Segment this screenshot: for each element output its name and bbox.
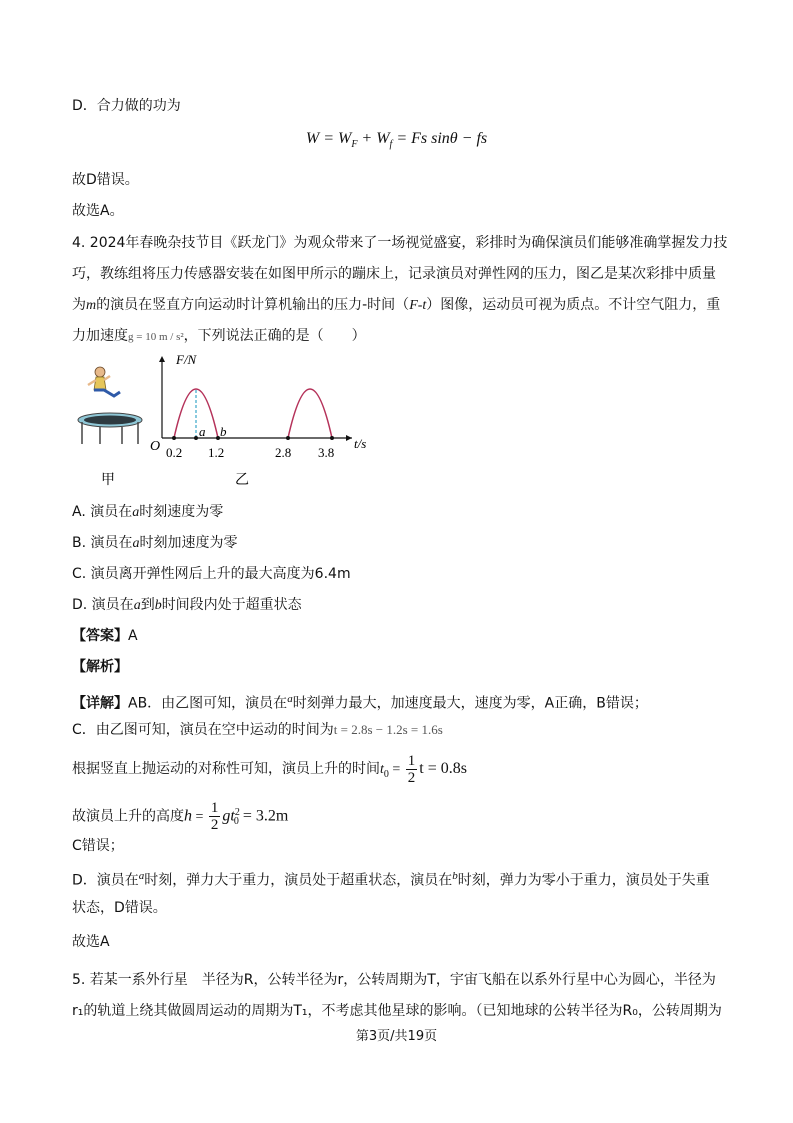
text: r₁的轨道上绕其做圆周运动的周期为T₁，不考虑其他星球的影响。（已知地球的公转半径为R₀，公转周期为 — [72, 1003, 722, 1019]
height-value: = 3.2m — [238, 807, 289, 825]
text: ，下列说法正确的是（ ） — [183, 328, 366, 344]
trampoline-illustration — [78, 367, 142, 444]
force-time-graph — [150, 352, 366, 460]
answer-value: A — [128, 628, 138, 644]
label-jia: 甲 — [101, 472, 115, 488]
page-footer — [0, 1025, 793, 1044]
text: 4. 2024年春晚杂技节目《跃龙门》为观众带来了一场视觉盛宴，彩排时为确保演员们能够准确掌握发力技 — [72, 235, 728, 251]
formula-flight-time: t = 2.8s − 1.2s = 1.6s — [333, 722, 443, 737]
var-a: a — [133, 598, 141, 613]
text: B. 演员在 — [72, 535, 133, 551]
d-wrong-text — [72, 170, 139, 190]
fraction-denominator: 2 — [210, 817, 219, 834]
text: 到 — [140, 597, 155, 613]
formula-gt: gt — [222, 807, 235, 825]
text: 状态，D错误。 — [72, 900, 167, 916]
option-b — [72, 533, 238, 554]
sub-0: 0 — [233, 816, 239, 828]
var-m: m — [86, 298, 97, 313]
text: 根据竖直上抛运动的对称性可知，演员上升的时间 — [72, 761, 380, 777]
tick-label: 0.2 — [166, 445, 183, 460]
text: 力加速度 — [72, 328, 128, 344]
y-axis-label: F/N — [176, 352, 197, 367]
var-b: b — [154, 598, 162, 613]
detail-height: 故演员上升的高度h = $\frac{1}{2}$ $gt^2_0 = 3.2m$ — [72, 800, 289, 834]
detail-ab — [72, 689, 648, 714]
fraction-denominator: 2 — [407, 769, 416, 786]
question-4-line-2 — [72, 264, 716, 284]
text: 为 — [72, 297, 86, 313]
text: ）图像，运动员可视为质点。不计空气阻力，重 — [426, 297, 721, 313]
formula-part: = Fs sinθ − fs — [392, 130, 488, 147]
option-d-work-heading — [72, 96, 181, 116]
label-yi: 乙 — [235, 472, 249, 488]
figure-trampoline-force-graph — [70, 352, 380, 492]
question-4-line-3 — [72, 295, 720, 316]
text: 故演员上升的高度 — [72, 808, 184, 825]
text: 故选A。 — [72, 203, 124, 219]
point-b-label: b — [220, 424, 227, 439]
text: 时刻加速度为零 — [139, 535, 238, 551]
var-a: a — [132, 505, 140, 520]
page-number: 第3页/共19页 — [355, 1029, 438, 1044]
fraction-numerator: 1 — [407, 752, 416, 769]
var-h: h — [184, 807, 192, 825]
question-4-line-4 — [72, 326, 366, 347]
point-a-label: a — [199, 424, 206, 439]
text: 【解析】 — [72, 659, 128, 675]
text: A. 演员在 — [72, 504, 133, 520]
text: C．由乙图可知，演员在空中运动的时间为 — [72, 722, 334, 738]
text: 时刻弹力最大，加速度最大，速度为零，A正确，B错误； — [292, 695, 648, 712]
text: 时刻，弹力为零小于重力，演员处于失重 — [457, 872, 710, 889]
text: 的演员在竖直方向运动时计算机输出的压力-时间（ — [96, 297, 410, 313]
var-a: a — [132, 536, 140, 551]
formula-sub: f — [389, 139, 393, 151]
var-ft: F-t — [409, 298, 427, 313]
var-a: a — [138, 870, 145, 882]
tick-label: 2.8 — [275, 445, 292, 460]
text: C错误； — [72, 838, 124, 854]
c-wrong — [72, 836, 124, 856]
text: C. 演员离开弹性网后上升的最大高度为6.4m — [72, 566, 351, 582]
answer-line — [72, 626, 138, 646]
detail-symmetry — [72, 752, 467, 792]
tick-label: 1.2 — [208, 445, 225, 460]
sub-0: 0 — [383, 768, 389, 780]
text: AB．由乙图可知，演员在 — [128, 695, 288, 712]
choose-a-text — [72, 201, 124, 221]
text: 巧，教练组将压力传感器安装在如图甲所示的蹦床上，记录演员对弹性网的压力，图乙是某次彩排中质量 — [72, 266, 716, 282]
answer-label: 【答案】 — [72, 628, 128, 644]
detail-d-line-1 — [72, 866, 710, 891]
work-formula — [0, 130, 793, 150]
question-5-line-2 — [72, 1001, 722, 1021]
detail-d-line-2 — [72, 898, 167, 918]
text: D. 演员在 — [72, 597, 134, 613]
text: D．合力做的功为 — [72, 98, 181, 114]
text: 时间段内处于超重状态 — [161, 597, 302, 613]
text: 故D错误。 — [72, 172, 139, 188]
option-a — [72, 502, 223, 523]
detail-c — [72, 720, 443, 740]
analysis-label — [72, 657, 128, 677]
var-a: a — [287, 693, 293, 705]
x-axis-label: t/s — [354, 436, 367, 451]
text: 5. 若某一系外行星 半径为R，公转半径为r，公转周期为T，宇宙飞船在以系外行星中心为圆心，半径为 — [72, 972, 716, 988]
formula-part: + W — [357, 130, 390, 147]
formula-sub: F — [351, 139, 358, 151]
force-curve-2 — [288, 389, 332, 438]
text: 时刻速度为零 — [139, 504, 224, 520]
question-4-line-1 — [72, 233, 727, 253]
origin-label: O — [150, 439, 161, 454]
equals: = — [388, 762, 404, 777]
formula-part: W = W — [305, 130, 352, 147]
text: D．演员在 — [72, 872, 139, 889]
rise-time-value: t = 0.8s — [419, 760, 467, 777]
var-b: b — [452, 870, 458, 882]
var-t: t — [380, 762, 384, 777]
text: 时刻，弹力大于重力，演员处于超重状态，演员在 — [144, 872, 453, 889]
option-d — [72, 595, 302, 616]
sup-2: 2 — [234, 807, 240, 818]
fraction-half — [406, 753, 418, 786]
detail-label: 【详解】 — [72, 695, 128, 712]
gravity-value: g = 10 m / s² — [128, 331, 184, 343]
question-5-line-1 — [72, 970, 716, 990]
choose-a-final — [72, 932, 110, 952]
option-c — [72, 564, 351, 584]
text: 故选A — [72, 934, 110, 950]
tick-label: 3.8 — [318, 445, 335, 460]
fraction-numerator: 1 — [210, 800, 219, 817]
fraction-half — [209, 800, 221, 833]
